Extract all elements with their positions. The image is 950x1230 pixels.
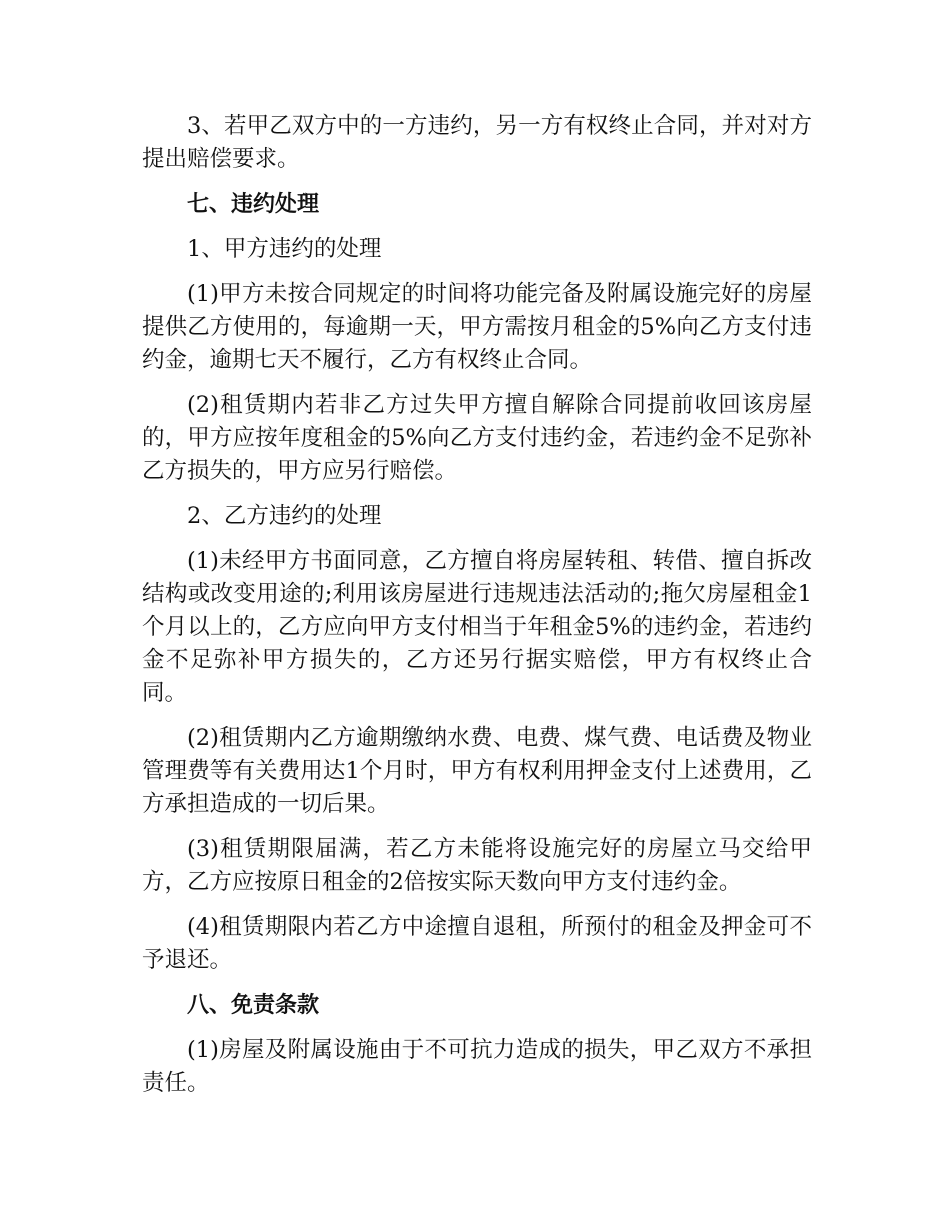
subsection-7-1-title: 1、甲方违约的处理 bbox=[187, 236, 382, 262]
subsection-7-2-title: 2、乙方违约的处理 bbox=[187, 503, 382, 529]
clause-7-2-4-text: (4)租赁期限内若乙方中途擅自退租，所预付的租金及押金可不予退还。 bbox=[142, 914, 812, 973]
document-body bbox=[142, 110, 812, 1112]
clause-7-2-2-text: (2)租赁期内乙方逾期缴纳水费、电费、煤气费、电话费及物业管理费等有关费用达1个月时，甲方有权利用押金支付上述费用，乙方承担造成的一切后果。 bbox=[142, 725, 812, 817]
section-7-heading: 七、违约处理 bbox=[187, 192, 320, 217]
clause-7-2-3-text: (3)租赁期限届满，若乙方未能将设施完好的房屋立马交给甲方，乙方应按原日租金的2倍按实际天数向甲方支付违约金。 bbox=[142, 836, 812, 895]
clause-7-1-1-text: (1)甲方未按合同规定的时间将功能完备及附属设施完好的房屋提供乙方使用的，每逾期一天，甲方需按月租金的5%向乙方支付违约金，逾期七天不履行，乙方有权终止合同。 bbox=[142, 281, 812, 373]
clause-7-1-2-text: (2)租赁期内若非乙方过失甲方擅自解除合同提前收回该房屋的，甲方应按年度租金的5%向乙方支付违约金，若违约金不足弥补乙方损失的，甲方应另行赔偿。 bbox=[142, 392, 812, 484]
clause-8-1-text: (1)房屋及附属设施由于不可抗力造成的损失，甲乙双方不承担责任。 bbox=[142, 1037, 812, 1096]
clause-7-2-1-text: (1)未经甲方书面同意，乙方擅自将房屋转租、转借、擅自拆改结构或改变用途的;利用该房屋进行违规违法活动的;拖欠房屋租金1个月以上的，乙方应向甲方支付相当于年租金5%的违约金，若违约金不足弥补甲方损失的，乙方还另行据实赔偿，甲方有权终止合同。 bbox=[142, 548, 812, 706]
section-8-heading: 八、免责条款 bbox=[187, 993, 320, 1018]
clause-6-3-text: 3、若甲乙双方中的一方违约，另一方有权终止合同，并对对方提出赔偿要求。 bbox=[142, 113, 812, 172]
